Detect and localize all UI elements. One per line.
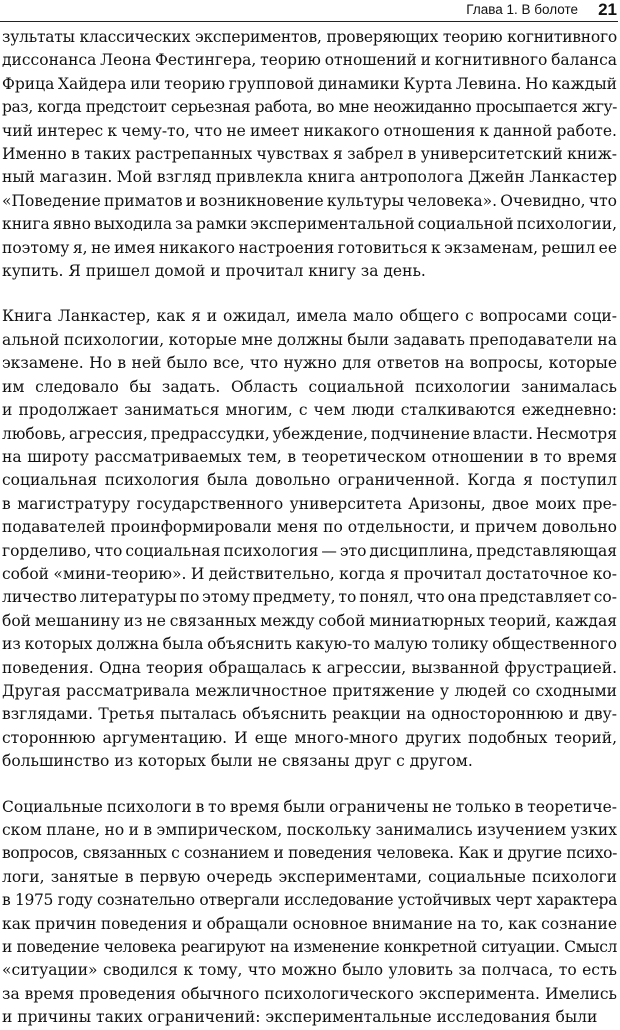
text-line: диссонанса Леона Фестингера, теорию отношений и когнитивного баланса xyxy=(2,51,617,70)
body-text xyxy=(2,26,617,1030)
text-line: экзамене. Но в ней было все, что нужно для ответов на вопросы, которые xyxy=(2,354,617,373)
text-line: собой «мини-теорию». И действительно, когда я прочитал достаточное ко- xyxy=(2,564,617,583)
text-line: ный магазин. Мой взгляд привлекла книга антрополога Джейн Ланкастер xyxy=(2,168,617,187)
text-line: поведения. Одна теория обращалась к агрессии, вызванной фрустрацией. xyxy=(2,658,617,677)
text-line: за время проведения обычного психологического эксперимента. Имелись xyxy=(2,984,617,1003)
text-line: Фрица Хайдера или теорию групповой динамики Курта Левина. Но каждый xyxy=(2,74,617,93)
text-line: зультаты классических экспериментов, проверяющих теорию когнитивного xyxy=(2,28,617,46)
text-line: Социальные психологи в то время были ограничены не только в теоретиче- xyxy=(2,797,617,816)
paragraph xyxy=(2,796,617,1030)
text-line: «Поведение приматов и возникновение культуры человека». Очевидно, что xyxy=(2,191,617,210)
paragraph xyxy=(2,305,617,773)
text-line: любовь, агрессия, предрассудки, убеждение, подчинение власти. Несмотря xyxy=(2,424,617,443)
text-line: социальная психология была довольно ограниченной. Когда я поступил xyxy=(2,471,617,490)
header-rule xyxy=(0,21,618,22)
paragraph xyxy=(2,26,617,283)
text-line: раз, когда предстоит серьезная работа, во мне неожиданно просыпается жгу- xyxy=(2,98,617,117)
text-line: Книга Ланкастер, как я и ожидал, имела мало общего с вопросами соци- xyxy=(2,307,617,326)
text-line: и продолжает заниматься многим, с чем люди сталкиваются ежедневно: xyxy=(2,401,617,420)
text-line: из которых должна была объяснить какую-то малую толику общественного xyxy=(2,635,617,654)
text-line: большинство из которых были не связаны друг с другом. xyxy=(2,752,473,771)
text-line: Другая рассматривала межличностное притяжение у людей со сходными xyxy=(2,681,617,700)
text-line: в 1975 году сознательно отвергали исследование устойчивых черт характера xyxy=(2,891,617,910)
text-line: чий интерес к чему-то, что не имеет никакого отношения к данной работе. xyxy=(2,121,617,140)
text-line: купить. Я пришел домой и прочитал книгу за день. xyxy=(2,262,426,281)
text-line: подавателей проинформировали меня по отдельности, и причем довольно xyxy=(2,518,617,537)
text-line: на широту рассматриваемых тем, в теоретическом отношении в то время xyxy=(2,447,617,466)
text-line: бой мешанину из не связанных между собой миниатюрных теорий, каждая xyxy=(2,611,617,630)
text-line: «ситуации» сводился к тому, что можно было уловить за полчаса, то есть xyxy=(2,961,617,980)
text-line: альной психологии, которые мне должны были задавать преподаватели на xyxy=(2,330,617,349)
text-line: Именно в таких растрепанных чувствах я забрел в университетский книж- xyxy=(2,145,617,164)
text-line: в магистратуру государственного университета Аризоны, двое моих пре- xyxy=(2,494,617,513)
text-line: взглядами. Третья пыталась объяснить реакции на одностороннюю и дву- xyxy=(2,705,617,724)
chapter-running-head: Глава 1. В болоте xyxy=(466,2,578,17)
page-number: 21 xyxy=(598,0,617,19)
text-line: стороннюю аргументацию. И еще много-много других подобных теорий, xyxy=(2,728,617,747)
text-line: поэтому я, не имея никакого настроения готовиться к экзаменам, решил ее xyxy=(2,238,617,257)
text-line: им следовало бы задать. Область социальной психологии занималась xyxy=(2,377,617,396)
text-line: горделиво, что социальная психология — это дисциплина, представляющая xyxy=(2,541,617,560)
running-header xyxy=(0,0,620,26)
text-line: личество литературы по этому предмету, то понял, что она представляет со- xyxy=(2,588,617,607)
text-line: ском плане, но и в эмпирическом, поскольку занимались изучением узких xyxy=(2,821,617,839)
text-line: и поведение человека реагируют на изменение конкретной ситуации. Смысл xyxy=(2,938,617,957)
text-line: логи, занятые в первую очередь экспериментами, социальные психологи xyxy=(2,867,617,886)
text-line: и причины таких ограничений: экспериментальные исследования были xyxy=(2,1008,598,1027)
text-line: книга явно выходила за рамки экспериментальной социальной психологии, xyxy=(2,215,617,234)
text-line: как причин поведения и обращали основное внимание на то, как сознание xyxy=(2,914,617,933)
text-line: вопросов, связанных с сознанием и поведения человека. Как и другие психо- xyxy=(2,844,617,863)
